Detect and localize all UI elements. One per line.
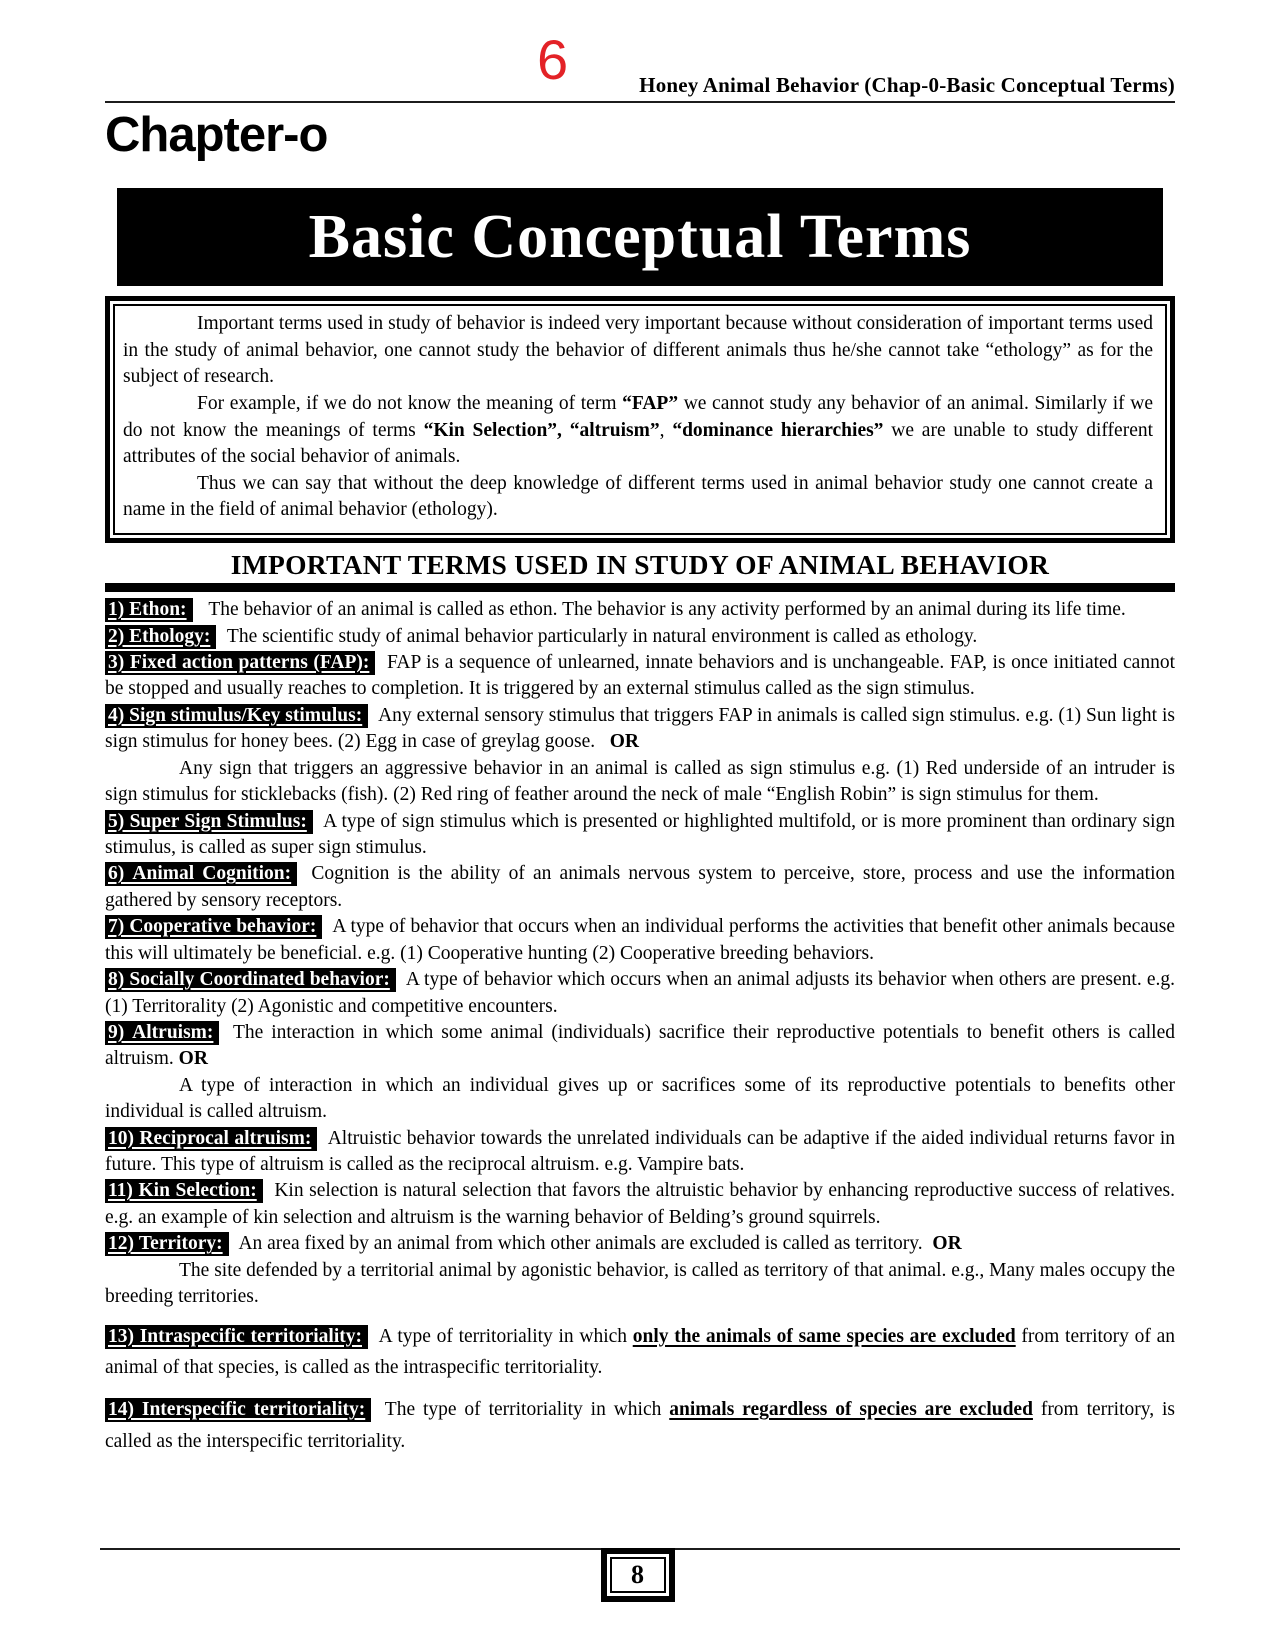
emphasis-bold-underlined: animals regardless of species are excluded (669, 1399, 1033, 1421)
term-item (105, 1020, 1175, 1126)
term-number-label: 10) Reciprocal altruism: (105, 1127, 317, 1151)
term-item (105, 624, 1175, 650)
term-item (105, 1126, 1175, 1179)
term-definition: 9) Altruism: The interaction in which some animal (individuals) sacrifice their reproductive potentials to benefit others is called altruism. OR (105, 1021, 1175, 1070)
emphasis-bold: OR (932, 1233, 962, 1255)
term-item (105, 703, 1175, 809)
term-item (105, 1231, 1175, 1310)
term-definition: 2) Ethology: The scientific study of animal behavior particularly in natural environment is called as ethology. (105, 624, 1175, 650)
term-item (105, 809, 1175, 862)
header-title: Honey Animal Behavior (Chap-0-Basic Conceptual Terms) (639, 73, 1175, 97)
term-item (105, 914, 1175, 967)
intro-paragraphs (113, 304, 1167, 534)
term-number-label: 5) Super Sign Stimulus: (105, 810, 313, 834)
term-definition: 1) Ethon: The behavior of an animal is called as ethon. The behavior is any activity performed by an animal during its life time. (105, 597, 1175, 623)
heading-divider-bar (105, 583, 1175, 592)
term-definition: 10) Reciprocal altruism: Altruistic behavior towards the unrelated individuals can be adaptive if the aided individual returns favor in future. This type of altruism is called as the reciprocal altruism. e.g. Vampire bats. (105, 1127, 1175, 1176)
term-definition: 6) Animal Cognition: Cognition is the ability of an animals nervous system to perceive, store, process and use the information gathered by sensory receptors. (105, 863, 1175, 911)
intro-paragraph: Important terms used in study of behavior is indeed very important because without consideration of important terms used in the study of animal behavior, one cannot study the behavior of different animals thus he/she cannot take “ethology” as for the subject of research. (123, 313, 1153, 388)
term-number-label: 7) Cooperative behavior: (105, 915, 322, 939)
emphasis-bold: OR (178, 1048, 208, 1070)
term-number-label: 14) Interspecific territoriality: (105, 1398, 371, 1422)
banner-title: Basic Conceptual Terms (308, 203, 972, 272)
term-number-label: 13) Intraspecific territoriality: (105, 1325, 368, 1349)
term-definition: 8) Socially Coordinated behavior: A type of behavior which occurs when an animal adjusts its behavior when others are present. e.g. (1) Territorality (2) Agonistic and competitive encounters. (105, 969, 1175, 1017)
terms-list (105, 597, 1175, 1458)
term-item (105, 1394, 1175, 1458)
term-definition: 7) Cooperative behavior: A type of behavior that occurs when an individual performs the activities that benefit other animals because this will ultimately be beneficial. e.g. (1) Cooperative hunting (2) Cooperative breeding behaviors. (105, 916, 1175, 964)
intro-box (105, 296, 1175, 542)
page-number: 8 (610, 1557, 666, 1593)
term-number-label: 8) Socially Coordinated behavior: (105, 968, 396, 992)
term-item (105, 967, 1175, 1020)
term-number-label: 12) Territory: (105, 1232, 229, 1256)
term-item (105, 597, 1175, 623)
term-definition: 14) Interspecific territoriality: The type of territoriality in which animals regardless of species are excluded from territory, is called as the interspecific territoriality. (105, 1399, 1175, 1452)
term-number-label: 1) Ethon: (105, 598, 193, 622)
term-number-label: 2) Ethology: (105, 625, 216, 649)
term-definition: 3) Fixed action patterns (FAP): FAP is a sequence of unlearned, innate behaviors and is unchangeable. FAP, is once initiated cannot be stopped and usually reaches to completion. It is triggered by an external stimulus called as the sign stimulus. (105, 652, 1175, 700)
term-item (105, 1178, 1175, 1231)
emphasis-bold: “dominance hierarchies” (672, 419, 884, 441)
emphasis-bold: OR (609, 731, 639, 753)
term-item (105, 861, 1175, 914)
page-number-box-gap (607, 1554, 669, 1596)
term-number-label: 3) Fixed action patterns (FAP): (105, 651, 375, 675)
term-definition: 4) Sign stimulus/Key stimulus: Any external sensory stimulus that triggers FAP in animals is called sign stimulus. e.g. (1) Sun light is sign stimulus for honey bees. (2) Egg in case of greylag goose. OR (105, 704, 1175, 753)
term-number-label: 4) Sign stimulus/Key stimulus: (105, 704, 368, 728)
emphasis-bold-underlined: only the animals of same species are excluded (632, 1325, 1016, 1347)
emphasis-bold: “Kin Selection”, “altruism” (423, 419, 660, 441)
intro-paragraph: Thus we can say that without the deep knowledge of different terms used in animal behavior study one cannot create a name in the field of animal behavior (ethology). (123, 472, 1153, 521)
term-definition-continued: The site defended by a territorial animal by agonistic behavior, is called as territory of that animal. e.g., Many males occupy the breeding territories. (105, 1259, 1175, 1308)
term-number-label: 11) Kin Selection: (105, 1179, 263, 1203)
term-definition: 12) Territory: An area fixed by an animal from which other animals are excluded is called as territory. OR (105, 1231, 1175, 1257)
intro-paragraph: For example, if we do not know the meaning of term “FAP” we cannot study any behavior of an animal. Similarly if we do not know the meanings of terms “Kin Selection”, “altruism”, “dominance hierarchies” we are unable to study different attributes of the social behavior of animals. (123, 392, 1154, 468)
term-definition: 11) Kin Selection: Kin selection is natural selection that favors the altruistic behavior by enhancing reproductive success of relatives. e.g. an example of kin selection and altruism is the warning behavior of Belding’s ground squirrels. (105, 1180, 1176, 1228)
page-number-box (601, 1548, 675, 1602)
term-number-label: 9) Altruism: (105, 1021, 219, 1045)
term-number-label: 6) Animal Cognition: (105, 862, 297, 886)
chapter-banner (117, 188, 1163, 286)
term-definition-continued: Any sign that triggers an aggressive behavior in an animal is called as sign stimulus e.g. (1) Red underside of an intruder is sign stimulus for sticklebacks (fish). (2) Red ring of feather around the neck of male “English Robin” is sign stimulus for them. (105, 757, 1175, 806)
term-item (105, 650, 1175, 703)
term-definition-continued: A type of interaction in which an individual gives up or sacrifices some of its reproductive potentials to benefits other individual is called altruism. (105, 1074, 1175, 1123)
chapter-label: Chapter-o (105, 108, 328, 162)
term-item (105, 1321, 1175, 1385)
section-heading: IMPORTANT TERMS USED IN STUDY OF ANIMAL BEHAVIOR (230, 548, 1050, 580)
header-page-number: 6 (537, 28, 569, 91)
emphasis-bold: “FAP” (622, 392, 679, 414)
term-definition: 13) Intraspecific territoriality: A type of territoriality in which only the animals of same species are excluded from territory of an animal of that species, is called as the intraspecific territoriality. (105, 1325, 1175, 1379)
page-header (105, 28, 1175, 103)
term-definition: 5) Super Sign Stimulus: A type of sign stimulus which is presented or highlighted multifold, or is more prominent than ordinary sign stimulus, is called as super sign stimulus. (105, 810, 1175, 858)
